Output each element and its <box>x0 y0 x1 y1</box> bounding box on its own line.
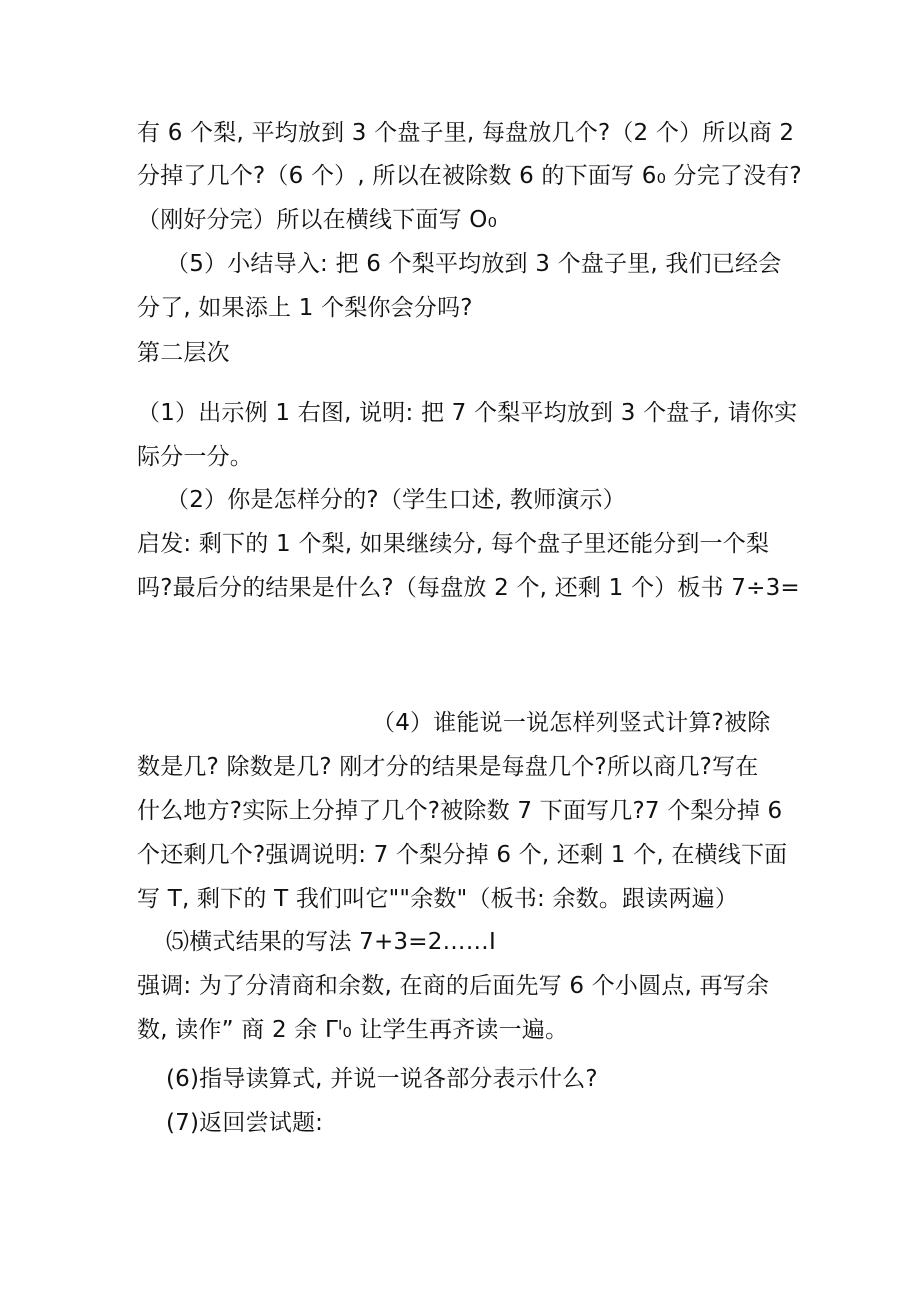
text-line-4: （5）小结导入: 把 6 个梨平均放到 3 个盘子里, 我们已经会 <box>166 251 782 277</box>
text-line-2: 分掉了几个?（6 个）, 所以在被除数 6 的下面写 6₀ 分完了没有? <box>137 163 802 189</box>
text-line-5: 分了, 如果添上 1 个梨你会分吗? <box>137 295 473 321</box>
text-line-8: 际分一分。 <box>137 444 253 470</box>
text-line-17: ⑸横式结果的写法 7+3=2……I <box>166 929 496 955</box>
text-line-11: 吗?最后分的结果是什么?（每盘放 2 个, 还剩 1 个）板书 7÷3= <box>137 575 800 601</box>
text-line-7: （1）出示例 1 右图, 说明: 把 7 个梨平均放到 3 个盘子, 请你实 <box>137 400 798 426</box>
text-line-20: (6)指导读算式, 并说一说各部分表示什么? <box>166 1066 598 1092</box>
text-line-15: 个还剩几个?强调说明: 7 个梨分掉 6 个, 还剩 1 个, 在横线下面 <box>137 842 788 868</box>
text-line-14: 什么地方?实际上分掉了几个?被除数 7 下面写几?7 个梨分掉 6 <box>137 798 783 824</box>
text-line-12: （4）谁能说一说怎样列竖式计算?被除 <box>372 710 771 736</box>
text-line-19: 数, 读作” 商 2 余 Γᴵ₀ 让学生再齐读一遍。 <box>137 1017 569 1043</box>
section-heading: 第二层次 <box>137 340 230 366</box>
text-line-1: 有 6 个梨, 平均放到 3 个盘子里, 每盘放几个?（2 个）所以商 2 <box>137 120 795 146</box>
text-line-21: (7)返回尝试题: <box>166 1110 324 1136</box>
text-line-18: 强调: 为了分清商和余数, 在商的后面先写 6 个小圆点, 再写余 <box>137 973 770 999</box>
text-line-13: 数是几? 除数是几? 刚才分的结果是每盘几个?所以商几?写在 <box>137 754 759 780</box>
text-line-16: 写 T, 剩下的 T 我们叫它""余数"（板书: 余数。跟读两遍） <box>137 886 739 912</box>
text-line-9: （2）你是怎样分的?（学生口述, 教师演示） <box>166 487 626 513</box>
text-line-3: （刚好分完）所以在横线下面写 O₀ <box>137 207 498 233</box>
text-line-10: 启发: 剩下的 1 个梨, 如果继续分, 每个盘子里还能分到一个梨 <box>137 531 770 557</box>
